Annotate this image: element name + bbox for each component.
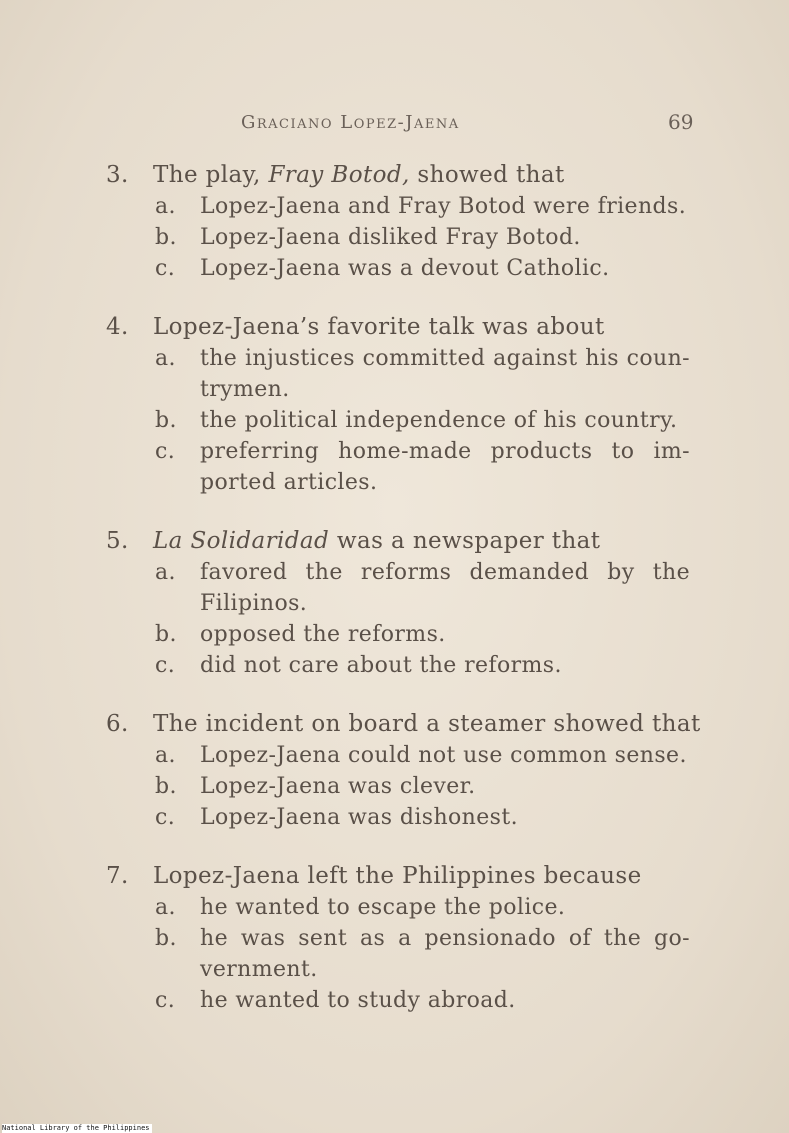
option-text: did not care about the reforms.: [200, 653, 562, 678]
answer-option-c: [0, 985, 789, 1016]
play-title: Fray Botod,: [268, 162, 410, 188]
question-text: [153, 861, 642, 892]
option-text: Lopez-Jaena could not use common sense.: [200, 743, 687, 768]
stem-text: Lopez-Jaena’s favorite talk was about: [153, 314, 605, 340]
answer-option-c: [0, 253, 789, 284]
answer-option-a: [0, 892, 789, 923]
question-4: [0, 312, 789, 498]
option-letter: c.: [155, 805, 176, 830]
answer-option-a: [0, 343, 789, 405]
option-text: he wanted to escape the police.: [200, 895, 566, 920]
question-stem: [0, 160, 789, 191]
option-text: Lopez-Jaena was a devout Catholic.: [200, 256, 610, 281]
option-letter: b.: [155, 926, 177, 951]
option-text: preferring home-made products to im-ported articles.: [200, 439, 690, 495]
option-letter: a.: [155, 895, 176, 920]
option-text: Lopez-Jaena was clever.: [200, 774, 476, 799]
option-text: the political independence of his country.: [200, 408, 678, 433]
option-letter: a.: [155, 194, 176, 219]
answer-option-a: [0, 740, 789, 771]
option-text: opposed the reforms.: [200, 622, 446, 647]
question-number: 4.: [106, 314, 129, 340]
question-6: [0, 709, 789, 833]
question-text: [153, 312, 605, 343]
question-stem: [0, 861, 789, 892]
option-text: he was sent as a pensionado of the go-vernment.: [200, 926, 690, 982]
question-list: [0, 160, 789, 1044]
option-letter: a.: [155, 560, 176, 585]
answer-option-a: [0, 191, 789, 222]
option-letter: b.: [155, 408, 177, 433]
option-text: he wanted to study abroad.: [200, 988, 516, 1013]
page-number: 69: [668, 110, 694, 134]
question-3: [0, 160, 789, 284]
stem-text: was a newspaper that: [329, 528, 601, 554]
stem-text: The play,: [153, 162, 269, 188]
running-head: [0, 112, 789, 140]
question-text: [153, 160, 565, 191]
question-number: 5.: [106, 528, 129, 554]
question-stem: [0, 312, 789, 343]
option-text: favored the reforms demanded by the Filipinos.: [200, 560, 690, 616]
question-5: [0, 526, 789, 681]
option-letter: c.: [155, 256, 176, 281]
answer-option-c: [0, 802, 789, 833]
option-letter: b.: [155, 622, 177, 647]
answer-option-b: [0, 222, 789, 253]
stem-text: Lopez-Jaena left the Philippines because: [153, 863, 642, 889]
running-title: Graciano Lopez-Jaena: [241, 112, 460, 133]
question-text: [153, 526, 600, 557]
question-7: [0, 861, 789, 1016]
option-text: Lopez-Jaena was dishonest.: [200, 805, 518, 830]
option-letter: a.: [155, 346, 176, 371]
answer-option-b: [0, 923, 789, 985]
option-text: Lopez-Jaena and Fray Botod were friends.: [200, 194, 687, 219]
newspaper-title: La Solidaridad: [153, 528, 330, 554]
option-text: the injustices committed against his coun-trymen.: [200, 346, 690, 402]
question-stem: [0, 709, 789, 740]
answer-option-b: [0, 771, 789, 802]
question-number: 6.: [106, 711, 129, 737]
option-text: Lopez-Jaena disliked Fray Botod.: [200, 225, 581, 250]
option-letter: c.: [155, 988, 176, 1013]
option-letter: c.: [155, 439, 176, 464]
option-letter: b.: [155, 225, 177, 250]
answer-option-b: [0, 619, 789, 650]
answer-option-a: [0, 557, 789, 619]
answer-option-c: [0, 650, 789, 681]
option-letter: b.: [155, 774, 177, 799]
question-stem: [0, 526, 789, 557]
stem-text: showed that: [409, 162, 565, 188]
question-number: 7.: [106, 863, 129, 889]
stem-text: The incident on board a steamer showed that: [153, 711, 701, 737]
question-text: [153, 709, 701, 740]
question-number: 3.: [106, 162, 129, 188]
answer-option-c: [0, 436, 789, 498]
option-letter: c.: [155, 653, 176, 678]
option-letter: a.: [155, 743, 176, 768]
answer-option-b: [0, 405, 789, 436]
library-credit: National Library of the Philippines: [2, 1124, 150, 1132]
